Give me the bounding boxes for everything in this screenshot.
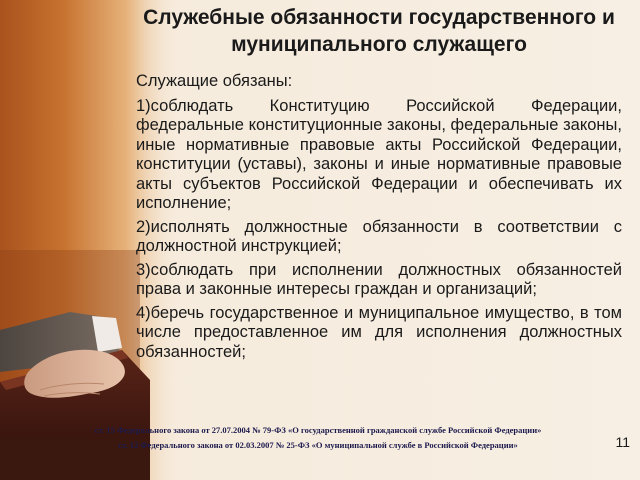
duty-item-2: 2)исполнять должностные обязанности в соответствии с должностной инструкцией;	[136, 217, 622, 255]
intro-text: Служащие обязаны:	[136, 72, 293, 90]
footnote-2: ст. 12 Федерального закона от 02.03.2007 № 25-ФЗ «О муниципальной службе в Российской Федерации»	[118, 440, 518, 450]
duty-item-4: 4)беречь государственное и муниципальное имущество, в том числе предоставленное им для исполнения должностных обязанностей;	[136, 303, 622, 361]
page-number: 11	[615, 434, 630, 450]
footnotes	[28, 423, 608, 453]
title-line-1: Служебные обязанности государственного и	[143, 6, 615, 29]
title-line-2: муниципального служащего	[231, 33, 527, 56]
footnote-1: ст. 15 Федерального закона от 27.07.2004 № 79-ФЗ «О государственной гражданской службе Российской Федерации»	[94, 425, 542, 435]
duty-item-1: 1)соблюдать Конституцию Российской Федерации, федеральные конституционные законы, федеральные законы, иные нормативные правовые акты Российской Федерации, конституции (уставы), законы и иные нормативные правовые акты субъектов Российской Федерации и обеспечивать их исполнение;	[136, 96, 622, 212]
slide-title	[120, 4, 638, 58]
duty-item-3: 3)соблюдать при исполнении должностных обязанностей права и законные интересы граждан и организаций;	[136, 260, 622, 298]
duties-list	[136, 72, 622, 366]
